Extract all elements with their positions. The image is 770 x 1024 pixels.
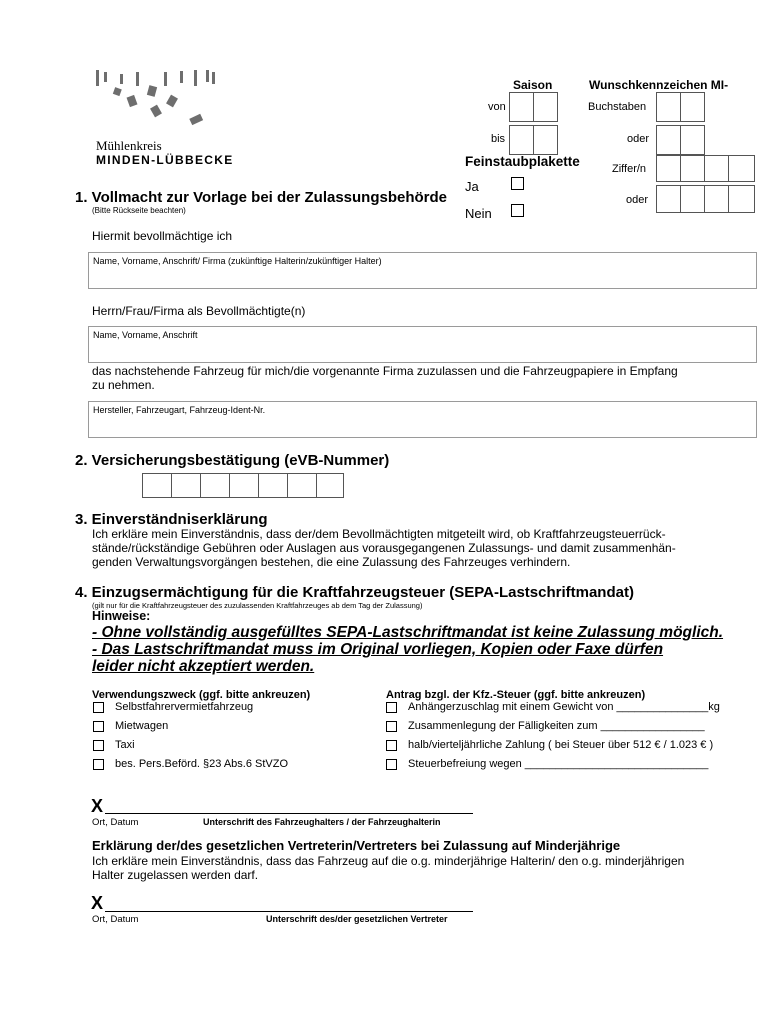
purpose-item-1: Selbstfahrervermietfahrzeug — [115, 701, 254, 713]
bis-label: bis — [491, 133, 506, 145]
purpose-item-3: Taxi — [115, 739, 135, 751]
tax-item-3: halb/vierteljährliche Zahlung ( bei Steuer über 512 € / 1.023 € ) — [408, 739, 714, 751]
section1-note: (Bitte Rückseite beachten) — [92, 206, 186, 215]
owner-field-label: Name, Vorname, Anschrift/ Firma (zukünftige Halterin/zukünftiger Halter) — [93, 256, 382, 266]
warning-line3: leider nicht akzeptiert werden. — [92, 658, 315, 675]
wunsch-label: Wunschkennzeichen MI- — [589, 78, 729, 92]
section4-title: 4. Einzugsermächtigung für die Kraftfahrzeugsteuer (SEPA-Lastschriftmandat) — [75, 584, 634, 601]
signature2-caption: Unterschrift des/der gesetzlichen Vertreter — [266, 914, 448, 924]
logo-name-line2: MINDEN-LÜBBECKE — [96, 153, 234, 167]
logo-mill-icon — [90, 66, 240, 136]
guardian-title: Erklärung der/des gesetzlichen Vertreterin/Vertreters bei Zulassung auf Minderjährige — [92, 838, 621, 853]
buchstaben-label: Buchstaben — [588, 101, 647, 113]
tax-checkbox-1[interactable] — [386, 702, 397, 713]
section1-text-line2: zu nehmen. — [92, 378, 155, 392]
vehicle-field-label: Hersteller, Fahrzeugart, Fahrzeug-Ident-Nr. — [93, 405, 266, 415]
section2-title: 2. Versicherungsbestätigung (eVB-Nummer) — [75, 452, 390, 469]
purpose-checkbox-3[interactable] — [93, 740, 104, 751]
purpose-title: Verwendungszweck (ggf. bitte ankreuzen) — [92, 689, 311, 701]
oder1-label: oder — [627, 133, 650, 145]
hinweise-label: Hinweise: — [92, 609, 151, 623]
tax-checkbox-2[interactable] — [386, 721, 397, 732]
feinstaub-nein-checkbox[interactable] — [511, 204, 524, 217]
section1-intro: Hiermit bevollmächtige ich — [92, 229, 233, 243]
section1-title: 1. Vollmacht zur Vorlage bei der Zulassungsbehörde — [75, 189, 448, 206]
section3-line2: stände/rückständige Gebühren oder Auslagen aus vorausgegangenen Zulassungs- und damit zusammenhän- — [92, 541, 676, 555]
warning-line1: - Ohne vollständig ausgefülltes SEPA-Lastschriftmandat ist keine Zulassung möglich. — [92, 624, 724, 641]
agent-label: Herrn/Frau/Firma als Bevollmächtigte(n) — [92, 304, 306, 318]
section3-line3: genden Verwaltungsvorgängen bestehen, die eine Zulassung des Fahrzeuges verhindern. — [92, 555, 571, 569]
tax-request-title: Antrag bzgl. der Kfz.-Steuer (ggf. bitte ankreuzen) — [386, 689, 646, 701]
saison-label: Saison — [513, 78, 553, 92]
section1-text-line1: das nachstehende Fahrzeug für mich/die vorgenannte Firma zuzulassen und die Fahrzeugpapiere in Empfang — [92, 364, 678, 378]
agent-field[interactable] — [88, 326, 757, 363]
agent-field-label: Name, Vorname, Anschrift — [93, 330, 198, 340]
purpose-item-2: Mietwagen — [115, 720, 169, 732]
logo-name-line1: Mühlenkreis — [96, 138, 162, 153]
vehicle-field[interactable] — [88, 401, 757, 438]
tax-item-1: Anhängerzuschlag mit einem Gewicht von _______________kg — [408, 701, 720, 713]
signature1-caption: Unterschrift des Fahrzeughalters / der Fahrzeughalterin — [203, 817, 441, 827]
signature1-x: X — [91, 796, 104, 816]
feinstaub-ja-checkbox[interactable] — [511, 177, 524, 190]
owner-field[interactable] — [88, 252, 757, 289]
guardian-line1: Ich erkläre mein Einverständnis, dass das Fahrzeug auf die o.g. minderjährige Halterin/ den o.g. minderjährigen — [92, 854, 685, 868]
tax-item-4: Steuerbefreiung wegen ______________________________ — [408, 758, 709, 770]
tax-item-2: Zusammenlegung der Fälligkeiten zum _________________ — [408, 720, 705, 732]
signature2-place-date: Ort, Datum — [92, 914, 139, 925]
purpose-checkbox-2[interactable] — [93, 721, 104, 732]
ziffer-label: Ziffer/n — [612, 163, 647, 175]
signature2-x: X — [91, 893, 104, 913]
district-logo — [90, 66, 240, 166]
tax-checkbox-4[interactable] — [386, 759, 397, 770]
signature2-line[interactable] — [105, 911, 473, 912]
signature1-line[interactable] — [105, 813, 473, 814]
ja-label: Ja — [465, 179, 479, 194]
feinstaub-label: Feinstaubplakette — [465, 154, 580, 169]
purpose-checkbox-1[interactable] — [93, 702, 104, 713]
signature1-place-date: Ort, Datum — [92, 817, 139, 828]
purpose-checkbox-4[interactable] — [93, 759, 104, 770]
purpose-item-4: bes. Pers.Beförd. §23 Abs.6 StVZO — [115, 758, 289, 770]
tax-checkbox-3[interactable] — [386, 740, 397, 751]
oder2-label: oder — [626, 194, 649, 206]
section4-note: (gilt nur für die Kraftfahrzeugsteuer des zuzulassenden Kraftfahrzeuges ab dem Tag der Zulassung) — [92, 601, 423, 610]
warning-line2: - Das Lastschriftmandat muss im Original vorliegen, Kopien oder Faxe dürfen — [92, 641, 664, 658]
nein-label: Nein — [465, 206, 492, 221]
section3-line1: Ich erkläre mein Einverständnis, dass der/dem Bevollmächtigten mitgeteilt wird, ob Kraftfahrzeugsteuerrück- — [92, 527, 666, 541]
guardian-line2: Halter zugelassen werden darf. — [92, 868, 259, 882]
section3-title: 3. Einverständniserklärung — [75, 511, 268, 528]
von-label: von — [488, 101, 506, 113]
